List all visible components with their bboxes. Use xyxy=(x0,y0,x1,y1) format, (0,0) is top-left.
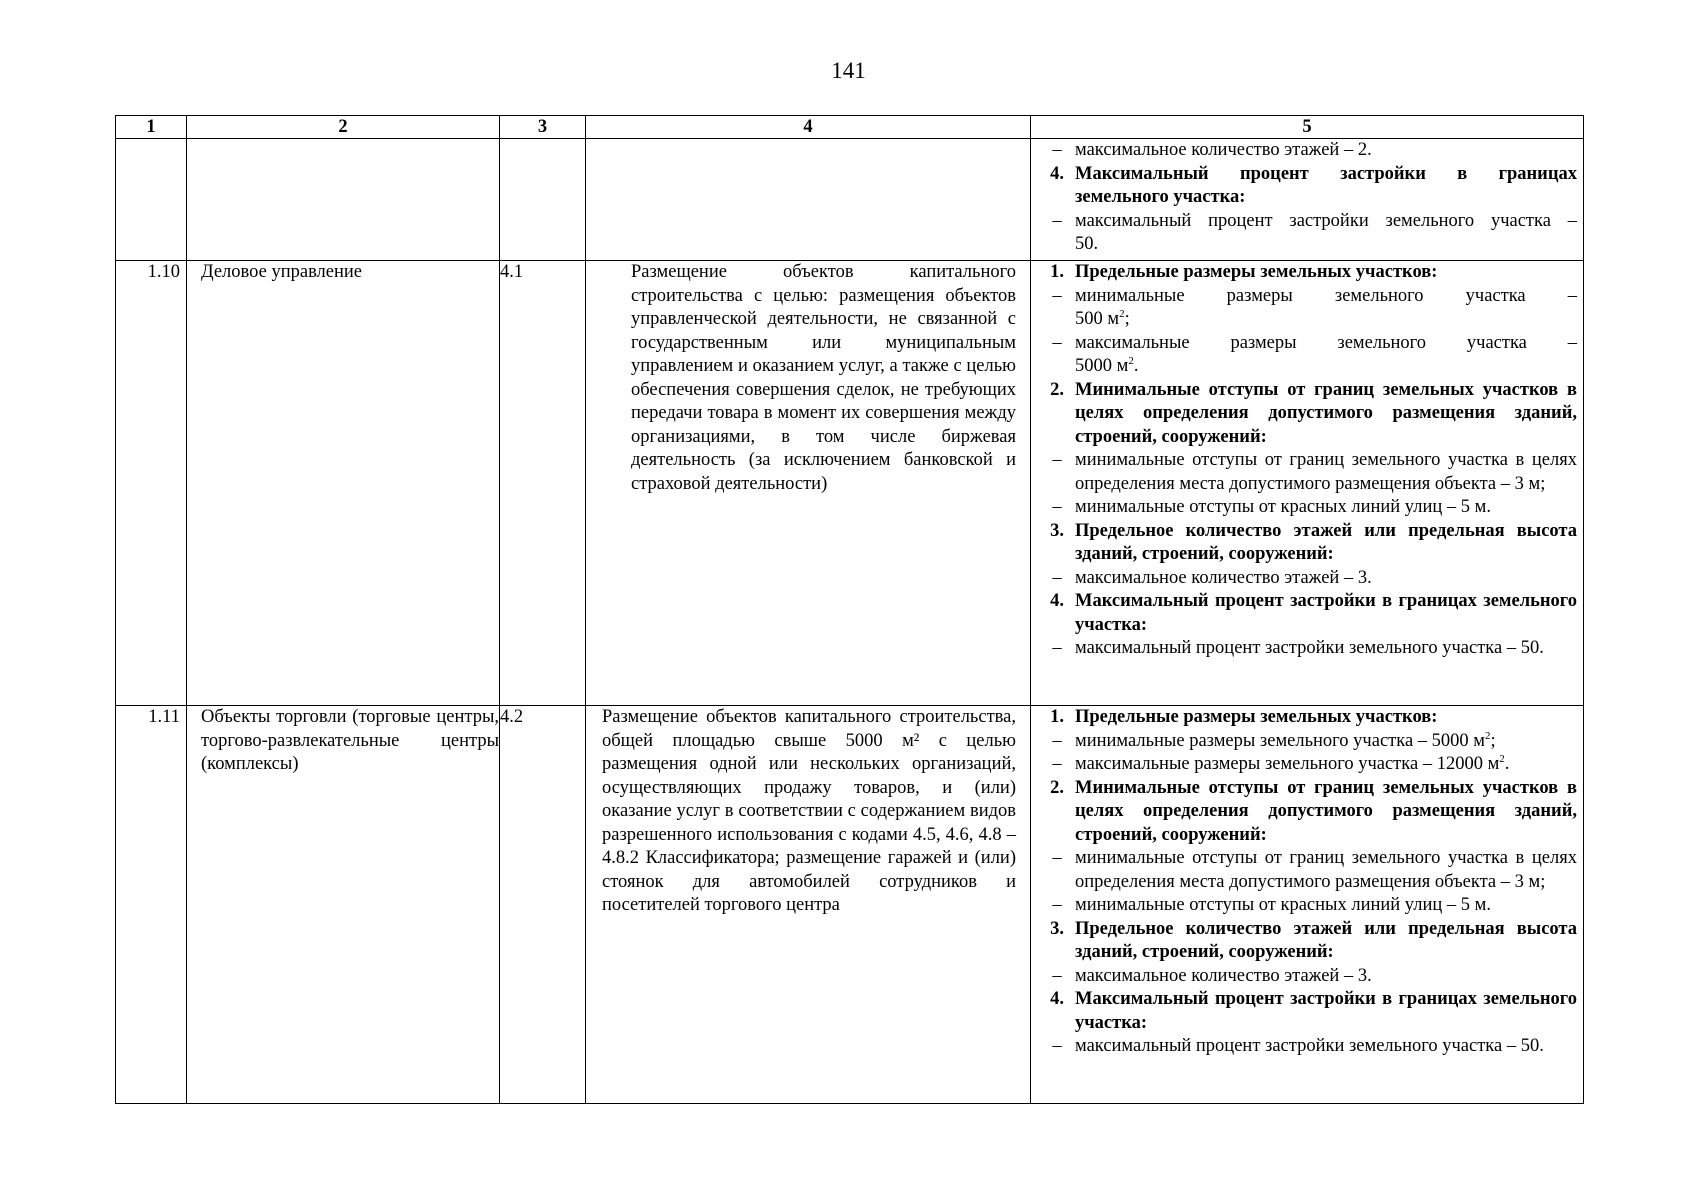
param-line xyxy=(1039,163,1577,187)
row-description-cell xyxy=(586,706,1031,1104)
param-text-main: Максимальный процент застройки в границах xyxy=(1075,163,1577,184)
param-text-main: Предельное количество этажей или предельная высота зданий, строений, сооружений: xyxy=(1075,520,1577,564)
param-marker: – xyxy=(1052,332,1062,353)
param-text-main: минимальные размеры земельного участка – xyxy=(1075,285,1577,306)
param-line xyxy=(1039,965,1577,989)
param-marker: 4. xyxy=(1050,591,1064,611)
param-line xyxy=(1039,988,1577,1035)
param-superscript: 2 xyxy=(1119,308,1125,320)
param-text xyxy=(1075,379,1577,450)
param-text-main: максимальный процент застройки земельного участка – 50. xyxy=(1075,1036,1544,1056)
param-line xyxy=(1039,210,1577,234)
row-name xyxy=(187,139,500,261)
param-line xyxy=(1039,894,1577,918)
param-text-tail: . xyxy=(1504,754,1510,774)
row-number xyxy=(116,139,187,261)
param-line xyxy=(1039,332,1577,356)
param-marker: 4. xyxy=(1050,163,1064,184)
param-marker: – xyxy=(1052,210,1062,231)
param-line xyxy=(1039,520,1577,567)
param-text xyxy=(1075,988,1577,1035)
param-marker: – xyxy=(1052,730,1062,751)
header-col-3: 3 xyxy=(500,116,586,139)
header-col-4: 4 xyxy=(586,116,1031,139)
param-text-main: Предельные размеры земельных участков: xyxy=(1075,707,1438,727)
param-text-main: Минимальные отступы от границ земельных участков в целях определения допустимого размещения зданий, строений, сооружений: xyxy=(1075,379,1577,447)
param-text xyxy=(1075,730,1577,754)
param-text-tail: ; xyxy=(1124,309,1130,329)
row-params xyxy=(1031,261,1584,706)
param-marker: – xyxy=(1052,638,1062,658)
header-row xyxy=(116,116,1584,139)
param-text xyxy=(1075,1035,1577,1059)
header-col-2: 2 xyxy=(187,116,500,139)
param-text-main: максимальное количество этажей – 3. xyxy=(1075,965,1372,986)
param-marker: – xyxy=(1052,1036,1062,1056)
param-text-main: максимальное количество этажей – 3. xyxy=(1075,567,1372,588)
param-text xyxy=(1075,163,1577,187)
param-line xyxy=(1039,355,1577,379)
param-marker xyxy=(1039,233,1075,257)
param-text-tail: . xyxy=(1133,356,1139,376)
table-row xyxy=(116,139,1584,261)
param-marker: – xyxy=(1052,754,1062,774)
param-text-main: максимальный процент застройки земельного участка – xyxy=(1075,210,1577,231)
row-description: Размещение объектов капитального строительства с целью: размещения объектов управленческой деятельности, не связанной с государственным или муниципальным управлением и оказанием услуг, а также с целью обеспечения совершения сделок, не требующих передачи товара в момент их совершения между организациями, в том числе биржевая деятельность (за исключением банковской и страховой деятельности) xyxy=(631,262,1016,494)
param-text-main: минимальные отступы от красных линий улиц – 5 м. xyxy=(1075,895,1491,915)
param-text-main: Предельные размеры земельных участков: xyxy=(1075,262,1438,282)
param-marker: 3. xyxy=(1050,918,1064,939)
param-text-main: максимальные размеры земельного участка – xyxy=(1075,332,1577,353)
param-marker: 1. xyxy=(1050,707,1064,727)
param-text-main: 50. xyxy=(1075,234,1099,254)
param-text-main: минимальные отступы от границ земельного участка в целях определения места допустимого размещения объекта – 3 м; xyxy=(1075,848,1577,892)
param-text xyxy=(1075,777,1577,848)
param-text xyxy=(1075,308,1577,332)
row-description-cell xyxy=(586,139,1031,261)
param-text xyxy=(1075,918,1577,965)
param-text xyxy=(1075,965,1577,989)
param-text-main: минимальные отступы от границ земельного участка в целях определения места допустимого размещения объекта – 3 м; xyxy=(1075,450,1577,494)
row-name: Объекты торговли (торговые центры, торгово-развлекательные центры (комплексы) xyxy=(187,706,500,1104)
param-text xyxy=(1075,449,1577,496)
param-text-main: Максимальный процент застройки в границах земельного участка: xyxy=(1075,989,1577,1033)
param-text-main: земельного участка: xyxy=(1075,187,1246,207)
param-text-tail: ; xyxy=(1490,730,1496,751)
param-superscript: 2 xyxy=(1128,355,1134,367)
param-line xyxy=(1039,706,1577,730)
param-marker: 4. xyxy=(1050,989,1064,1009)
param-text-main: Максимальный процент застройки в границах земельного участка: xyxy=(1075,591,1577,635)
param-text xyxy=(1075,567,1577,591)
param-line xyxy=(1039,730,1577,754)
param-text xyxy=(1075,706,1577,730)
param-line xyxy=(1039,186,1577,210)
row-code: 4.2 xyxy=(500,706,586,1104)
param-text xyxy=(1075,590,1577,637)
param-line xyxy=(1039,918,1577,965)
row-number: 1.11 xyxy=(116,706,187,1104)
regulations-table xyxy=(115,115,1584,1104)
param-superscript: 2 xyxy=(1485,729,1491,742)
row-number: 1.10 xyxy=(116,261,187,706)
param-line xyxy=(1039,1035,1577,1059)
param-text xyxy=(1075,496,1577,520)
param-marker: – xyxy=(1052,285,1062,306)
header-col-5: 5 xyxy=(1031,116,1584,139)
param-marker: 3. xyxy=(1050,520,1064,541)
table-row xyxy=(116,706,1584,1104)
row-code: 4.1 xyxy=(500,261,586,706)
param-text xyxy=(1075,233,1577,257)
param-marker: 2. xyxy=(1050,379,1064,400)
param-text xyxy=(1075,186,1577,210)
param-marker: 1. xyxy=(1050,262,1064,282)
param-marker: – xyxy=(1052,848,1062,868)
param-line xyxy=(1039,847,1577,894)
row-params xyxy=(1031,139,1584,261)
param-line xyxy=(1039,261,1577,285)
row-name: Деловое управление xyxy=(187,261,500,706)
param-text xyxy=(1075,285,1577,309)
param-text-main: максимальные размеры земельного участка – 12000 м xyxy=(1075,754,1500,774)
param-text-main: максимальное количество этажей – 2. xyxy=(1075,140,1372,160)
param-line xyxy=(1039,777,1577,848)
param-line xyxy=(1039,308,1577,332)
row-code xyxy=(500,139,586,261)
param-text xyxy=(1075,261,1577,285)
row-description: Размещение объектов капитального строительства, общей площадью свыше 5000 м² с целью размещения одной или нескольких организаций, осуществляющих продажу товаров, и (или) оказание услуг в соответствии с содержанием видов разрешенного использования с кодами 4.5, 4.6, 4.8 – 4.8.2 Классификатора; размещение гаражей и (или) стоянок для автомобилей сотрудников и посетителей торгового центра xyxy=(602,707,1016,915)
param-text xyxy=(1075,753,1577,777)
param-line xyxy=(1039,753,1577,777)
param-text-main: Предельное количество этажей или предельная высота зданий, строений, сооружений: xyxy=(1075,918,1577,962)
param-text xyxy=(1075,210,1577,234)
param-text xyxy=(1075,520,1577,567)
param-marker xyxy=(1039,308,1075,332)
param-line xyxy=(1039,379,1577,450)
param-text xyxy=(1075,355,1577,379)
param-line xyxy=(1039,496,1577,520)
param-line xyxy=(1039,285,1577,309)
param-line xyxy=(1039,567,1577,591)
param-text xyxy=(1075,139,1577,163)
param-line xyxy=(1039,139,1577,163)
param-text-main: 5000 м xyxy=(1075,356,1129,376)
param-text-main: Минимальные отступы от границ земельных участков в целях определения допустимого размещения зданий, строений, сооружений: xyxy=(1075,777,1577,845)
param-text xyxy=(1075,894,1577,918)
param-text xyxy=(1075,332,1577,356)
table-row xyxy=(116,261,1584,706)
param-marker: – xyxy=(1052,450,1062,470)
param-marker: – xyxy=(1052,497,1062,517)
param-marker: – xyxy=(1052,567,1062,588)
row-description-cell xyxy=(586,261,1031,706)
param-marker: 2. xyxy=(1050,777,1064,798)
param-text-main: минимальные отступы от красных линий улиц – 5 м. xyxy=(1075,497,1491,517)
param-superscript: 2 xyxy=(1499,753,1505,765)
param-marker: – xyxy=(1052,140,1062,160)
page-number: 141 xyxy=(831,58,866,83)
param-marker: – xyxy=(1052,965,1062,986)
param-marker xyxy=(1039,355,1075,379)
param-line xyxy=(1039,233,1577,257)
param-text xyxy=(1075,847,1577,894)
header-col-1: 1 xyxy=(116,116,187,139)
param-marker xyxy=(1039,186,1075,210)
param-text-main: максимальный процент застройки земельного участка – 50. xyxy=(1075,638,1544,658)
param-text-main: минимальные размеры земельного участка – 5000 м xyxy=(1075,730,1485,751)
row-params xyxy=(1031,706,1584,1104)
param-line xyxy=(1039,637,1577,661)
param-text xyxy=(1075,637,1577,661)
param-marker: – xyxy=(1052,895,1062,915)
param-line xyxy=(1039,449,1577,496)
param-text-main: 500 м xyxy=(1075,309,1120,329)
param-line xyxy=(1039,590,1577,637)
